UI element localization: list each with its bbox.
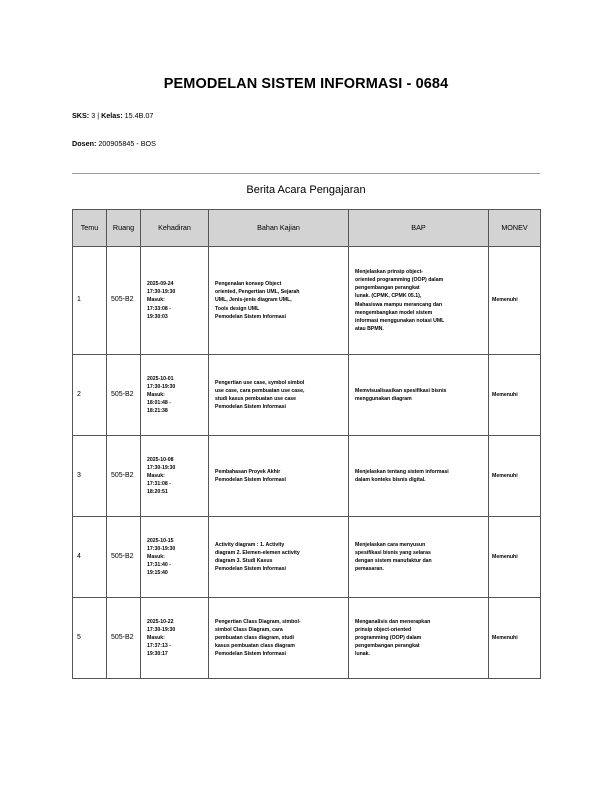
cell-ruang: 505-B2	[107, 598, 141, 679]
cell-bap	[349, 247, 489, 355]
kehadiran-line: 17:33:08 -	[147, 305, 171, 312]
bahan-line: Activity diagram : 1. Activity	[215, 541, 285, 548]
cell-temu: 2	[73, 355, 107, 436]
kehadiran-line: 17:37:13 -	[147, 643, 171, 650]
kehadiran-line: 17:30-19:30	[147, 464, 176, 471]
bahan-line: Pemodelan Sistem Informasi	[215, 404, 286, 411]
cell-bap	[349, 436, 489, 517]
cell-monev: Memenuhi	[489, 517, 541, 598]
course-meta	[72, 111, 153, 120]
cell-temu: 4	[73, 517, 107, 598]
bahan-line: studi kasus pembuatan use case	[215, 396, 297, 402]
bap-line: Mahasiswa mampu merancang dan	[355, 301, 443, 308]
kelas-label: Kelas:	[101, 111, 123, 120]
table-header-row	[73, 210, 541, 247]
cell-ruang: 505-B2	[107, 517, 141, 598]
kehadiran-line: 2025-10-08	[147, 456, 174, 463]
table-row	[73, 517, 541, 598]
dosen-label: Dosen:	[72, 139, 97, 148]
bap-line: prinsip object-oriented	[355, 626, 412, 633]
header-ruang: Ruang	[107, 210, 141, 247]
cell-kehadiran	[141, 517, 209, 598]
cell-monev: Memenuhi	[489, 598, 541, 679]
cell-monev: Memenuhi	[489, 247, 541, 355]
kehadiran-line: 17:31:40 -	[147, 562, 171, 569]
kehadiran-line: 19:30:03	[147, 313, 168, 320]
bap-line: programming (OOP) dalam	[355, 634, 422, 641]
bap-line: Menjelaskan prinsip object-	[355, 269, 424, 276]
table-row	[73, 436, 541, 517]
cell-kehadiran	[141, 355, 209, 436]
header-monev: MONEV	[489, 210, 541, 247]
section-title: Berita Acara Pengajaran	[246, 184, 366, 196]
bahan-line: use case, cara pembuatan use case,	[215, 387, 305, 394]
bap-line: menggunakan diagram	[355, 396, 412, 402]
bahan-line: oriented, Pengertian UML, Sejarah	[215, 289, 300, 296]
cell-bahan-kajian	[209, 436, 349, 517]
bahan-line: Pemodelan Sistem Informasi	[215, 651, 286, 658]
bahan-line: simbol Class Diagram, cara	[215, 626, 283, 633]
divider	[72, 173, 540, 174]
kehadiran-line: 2025-09-24	[147, 281, 174, 288]
bap-table	[72, 209, 541, 679]
cell-kehadiran	[141, 247, 209, 355]
header-bap: BAP	[349, 210, 489, 247]
table-row	[73, 598, 541, 679]
kehadiran-line: Masuk:	[147, 553, 165, 560]
cell-temu: 5	[73, 598, 107, 679]
bap-line: atau BPMN.	[355, 325, 384, 332]
cell-bap	[349, 355, 489, 436]
kehadiran-line: 17:30-19:30	[147, 545, 176, 552]
bap-line: pemasaran.	[355, 566, 384, 573]
cell-ruang: 505-B2	[107, 355, 141, 436]
cell-temu: 1	[73, 247, 107, 355]
meta-separator: |	[97, 111, 100, 120]
table-row	[73, 247, 541, 355]
bahan-line: pembuatan class diagram, studi	[215, 634, 294, 641]
cell-bap	[349, 598, 489, 679]
bap-line: Menjelaskan cara menyusun	[355, 541, 426, 548]
bahan-line: kasus pembuatan class diagram	[215, 643, 295, 650]
cell-kehadiran	[141, 436, 209, 517]
cell-kehadiran	[141, 598, 209, 679]
bahan-line: Pengenalan konsep Object	[215, 281, 282, 288]
cell-ruang: 505-B2	[107, 436, 141, 517]
bap-line: Memvisualisasikan spesifikasi bisnis	[355, 387, 447, 394]
kehadiran-line: 17:30-19:30	[147, 383, 176, 390]
cell-bahan-kajian	[209, 598, 349, 679]
bahan-line: diagram 3. Studi Kasus	[215, 558, 273, 564]
bahan-line: Pembahasan Proyek Akhir	[215, 468, 281, 475]
bap-line: spesifikasi bisnis yang selaras	[355, 549, 431, 556]
kehadiran-line: 17:30-19:30	[147, 626, 176, 633]
bap-line: pengembangan perangkat	[355, 285, 420, 292]
kehadiran-line: 18:20:51	[147, 489, 168, 496]
cell-ruang: 505-B2	[107, 247, 141, 355]
bap-line: Menjelaskan tentang sistem informasi	[355, 468, 449, 475]
table-row	[73, 355, 541, 436]
kehadiran-line: 17:30-19:30	[147, 289, 176, 296]
bap-line: dengan sistem manufaktur dan	[355, 558, 432, 564]
bap-line: dalam konteks bisnis digital.	[355, 477, 426, 483]
bahan-line: Pengertian Class Diagram, simbol-	[215, 618, 301, 625]
kehadiran-line: 19:30:17	[147, 651, 168, 658]
bahan-line: UML, Jenis-jenis diagram UML,	[215, 297, 292, 304]
kehadiran-line: Masuk:	[147, 634, 165, 641]
bahan-line: Pemodelan Sistem Informasi	[215, 566, 286, 573]
header-kehadiran: Kehadiran	[141, 210, 209, 247]
kehadiran-line: Masuk:	[147, 391, 165, 398]
bap-line: pengembangan perangkat	[355, 643, 420, 650]
kehadiran-line: 2025-10-01	[147, 375, 174, 382]
cell-monev: Memenuhi	[489, 436, 541, 517]
cell-temu: 3	[73, 436, 107, 517]
bahan-line: Pemodelan Sistem Informasi	[215, 477, 286, 483]
kehadiran-line: 2025-10-15	[147, 537, 174, 544]
sks-label: SKS:	[72, 111, 90, 120]
bap-line: lunak. (CPMK, CPMK 05.1),	[355, 293, 422, 300]
kehadiran-line: Masuk:	[147, 472, 165, 479]
bahan-line: Pengertian use case, symbol simbol	[215, 379, 305, 386]
bap-line: Menganalisis dan menerapkan	[355, 618, 431, 625]
bahan-line: Tools design UML	[215, 305, 260, 312]
kehadiran-line: 19:15:40	[147, 570, 168, 577]
cell-bap	[349, 517, 489, 598]
bap-line: informasi menggunakan notasi UML	[355, 317, 445, 324]
dosen-value: 200905845 - BOS	[98, 139, 156, 148]
header-bahan-kajian: Bahan Kajian	[209, 210, 349, 247]
kelas-value: 15.4B.07	[124, 111, 154, 120]
header-temu: Temu	[73, 210, 107, 247]
bap-line: lunak.	[355, 651, 370, 658]
kehadiran-line: 18:01:48 -	[147, 400, 171, 407]
bahan-line: diagram 2. Elemen-elemen activity	[215, 549, 300, 556]
kehadiran-line: 17:31:08 -	[147, 481, 171, 488]
cell-monev: Memenuhi	[489, 355, 541, 436]
bap-line: oriented programming (OOP) dalam	[355, 277, 444, 284]
cell-bahan-kajian	[209, 247, 349, 355]
bahan-line: Pemodelan Sistem Informasi	[215, 313, 286, 320]
sks-value: 3	[91, 111, 96, 120]
document-title: PEMODELAN SISTEM INFORMASI - 0684	[163, 76, 449, 92]
bap-line: mengembangkan model sistem	[355, 309, 433, 316]
cell-bahan-kajian	[209, 355, 349, 436]
kehadiran-line: 2025-10-22	[147, 618, 174, 625]
kehadiran-line: Masuk:	[147, 297, 165, 304]
cell-bahan-kajian	[209, 517, 349, 598]
kehadiran-line: 18:21:38	[147, 408, 168, 415]
lecturer-meta	[72, 139, 156, 148]
